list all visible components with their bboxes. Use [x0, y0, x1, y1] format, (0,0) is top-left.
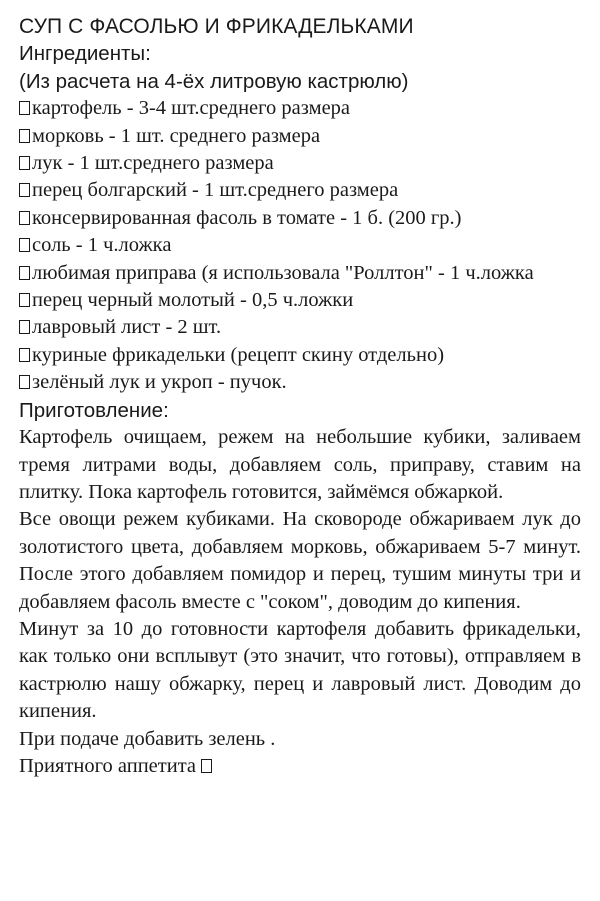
- ingredient-text: лавровый лист - 2 шт.: [32, 316, 222, 339]
- ingredient-text: зелёный лук и укроп - пучок.: [32, 371, 287, 394]
- ingredient-text: картофель - 3-4 шт.среднего размера: [32, 97, 351, 120]
- preparation-heading: Приготовление:: [19, 398, 169, 422]
- ingredients-heading: Ингредиенты:: [19, 42, 151, 66]
- checkbox-icon: [19, 156, 30, 170]
- ingredient-item: [19, 205, 581, 232]
- checkbox-icon: [19, 320, 30, 334]
- checkbox-icon: [19, 375, 30, 389]
- checkbox-icon: [19, 238, 30, 252]
- ingredient-item: [19, 123, 581, 150]
- preparation-steps: [19, 424, 581, 753]
- preparation-step: Картофель очищаем, режем на небольшие кубики, заливаем тремя литрами воды, добавляем соль, приправу, ставим на плитку. Пока картофель готовится, займёмся обжаркой.: [19, 426, 581, 503]
- checkbox-icon: [19, 211, 30, 225]
- ingredient-item: [19, 342, 581, 369]
- ingredient-text: соль - 1 ч.ложка: [32, 234, 172, 257]
- checkbox-icon: [201, 759, 212, 773]
- ingredient-item: [19, 95, 581, 122]
- closing-line: [19, 753, 581, 780]
- ingredient-item: [19, 177, 581, 204]
- preparation-step: Все овощи режем кубиками. На сковороде обжариваем лук до золотистого цвета, добавляем морковь, обжариваем 5-7 минут. После этого добавляем помидор и перец, тушим минуты три и добавляем фасоль вместе с "соком", доводим до кипения.: [19, 508, 581, 613]
- ingredient-text: морковь - 1 шт. среднего размера: [32, 124, 321, 147]
- ingredient-text: любимая приправа (я использовала "Роллтон" - 1 ч.ложка: [32, 261, 534, 284]
- recipe-title: СУП С ФАСОЛЬЮ И ФРИКАДЕЛЬКАМИ: [19, 15, 414, 38]
- ingredients-note: (Из расчета на 4-ёх литровую кастрюлю): [19, 69, 409, 93]
- checkbox-icon: [19, 183, 30, 197]
- ingredient-item: [19, 287, 581, 314]
- ingredient-item: [19, 150, 581, 177]
- closing-text: Приятного аппетита: [19, 754, 197, 777]
- preparation-step: Минут за 10 до готовности картофеля добавить фрикадельки, как только они всплывут (это значит, что готовы), отправляем в кастрюлю нашу обжарку, перец и лавровый лист. Доводим до кипения.: [19, 617, 581, 723]
- ingredient-text: перец болгарский - 1 шт.среднего размера: [32, 179, 399, 202]
- checkbox-icon: [19, 129, 30, 143]
- ingredient-list: [19, 95, 581, 396]
- ingredient-text: перец черный молотый - 0,5 ч.ложки: [32, 289, 354, 312]
- ingredient-item: [19, 314, 581, 341]
- ingredient-text: консервированная фасоль в томате - 1 б. (200 гр.): [32, 206, 462, 229]
- checkbox-icon: [19, 348, 30, 362]
- ingredient-item: [19, 232, 581, 259]
- ingredient-item: [19, 260, 581, 287]
- ingredient-item: [19, 369, 581, 396]
- ingredient-text: куриные фрикадельки (рецепт скину отдельно): [32, 343, 445, 366]
- preparation-step: При подаче добавить зелень .: [19, 727, 276, 750]
- checkbox-icon: [19, 266, 30, 280]
- checkbox-icon: [19, 293, 30, 307]
- ingredient-text: лук - 1 шт.среднего размера: [32, 152, 274, 175]
- checkbox-icon: [19, 101, 30, 115]
